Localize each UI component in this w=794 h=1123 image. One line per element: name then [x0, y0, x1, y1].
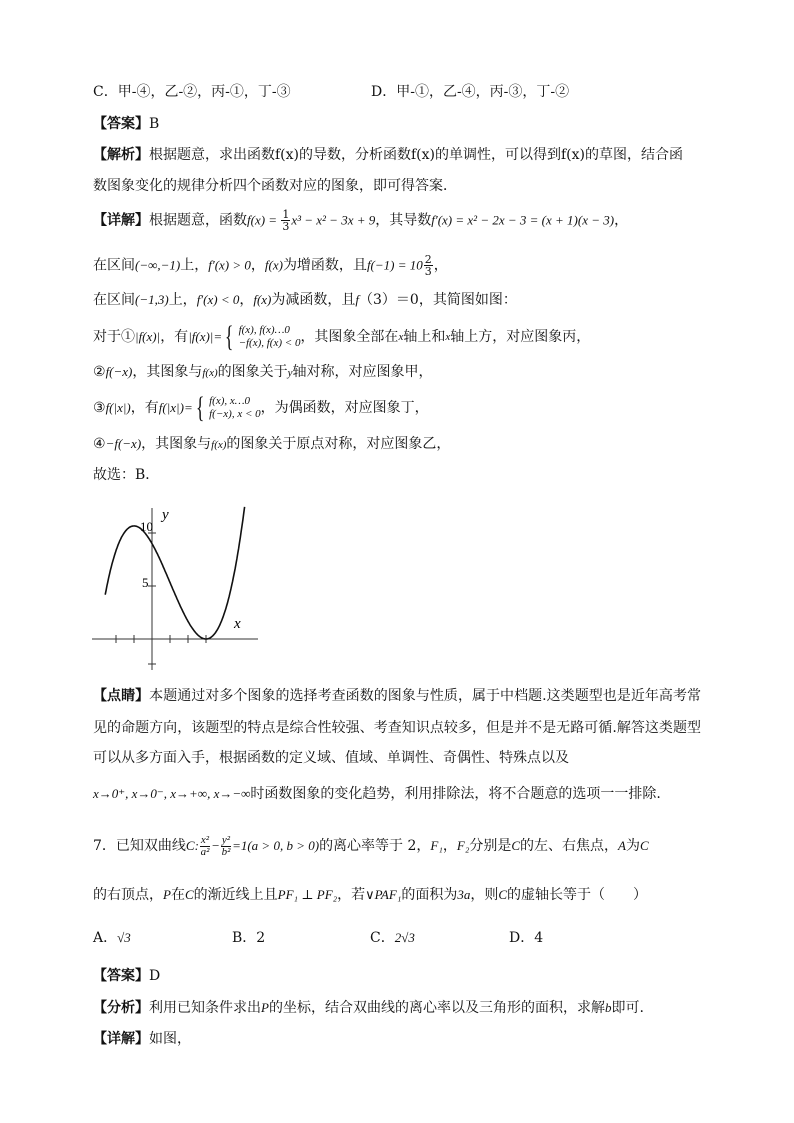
equation-condition: =1(a > 0, b > 0): [232, 838, 320, 853]
frac-num: 2: [424, 253, 432, 266]
case: f(x), f(x)…0: [238, 324, 290, 336]
point-p: P: [261, 1000, 269, 1015]
triangle: ∨PAF₁: [365, 887, 402, 902]
curve-c: C: [511, 838, 521, 853]
piecewise-1: [222, 322, 300, 352]
analysis-text: 即可.: [611, 1000, 644, 1016]
comment-text: 本题通过对多个图象的选择考查函数的图象与性质，属于中档题.这类题型也是近年高考常: [149, 688, 702, 704]
option-value: √3: [117, 930, 131, 945]
frac-den: a²: [200, 845, 210, 858]
question-text: 在: [170, 887, 185, 903]
analysis-tag: 【分析】: [93, 1000, 149, 1016]
function-def: f(x) =: [247, 212, 281, 228]
detail-text: 轴上方，对应图象丙，: [450, 329, 591, 345]
analysis-text: 利用已知条件求出: [149, 1000, 261, 1016]
case: f(x), x…0: [209, 395, 251, 407]
cases: [239, 324, 301, 350]
detail-line-1: [93, 209, 628, 232]
option-d: D．甲-①，乙-④，丙-③，丁-②: [371, 84, 570, 100]
fx: f(x): [202, 367, 218, 379]
comment-line-2: 见的命题方向，该题型的特点是综合性较强、考查知识点较多，但是并不是无路可循.解答这类题型: [93, 720, 701, 736]
limit-notation: x→0⁺, x→0⁻, x→+∞, x→−∞: [93, 786, 251, 801]
comment-line-3: 可以从多方面入手，根据函数的定义域、值域、单调性、奇偶性、特殊点以及: [93, 750, 569, 766]
q7-line-1: [93, 828, 649, 864]
question-text: ，: [442, 838, 457, 854]
question-text: ，则: [470, 887, 499, 903]
option-label: A．: [93, 930, 118, 946]
derivative: f′(x) = x² − 2x − 3 = (x + 1)(x − 3): [431, 212, 615, 228]
answer-value: B: [149, 116, 160, 132]
area: 3a: [457, 887, 471, 902]
frac-num: 1: [282, 208, 290, 221]
choice-line: 故选：B．: [93, 467, 160, 483]
curve-c: C: [639, 838, 649, 853]
case: −f(x), f(x) < 0: [238, 337, 301, 349]
perpendicular: PF₁ ⊥ PF₂: [277, 887, 338, 902]
question-text: 的左、右焦点，: [520, 838, 619, 854]
fx: f(x): [211, 439, 227, 451]
fraction-two-thirds: [424, 254, 433, 277]
detail-text: ，为偶函数，对应图象丁，: [260, 400, 429, 416]
abs-f-lhs: |f(x)|=: [188, 329, 223, 344]
answer-tag: 【答案】: [93, 968, 149, 984]
detail-text: 轴对称，对应图象甲，: [292, 364, 433, 380]
q7-answer-line: [93, 966, 160, 986]
question-text: 为: [625, 838, 640, 854]
neg-f-neg-x: −f(−x): [105, 436, 142, 451]
question-text: 的渐近线上且: [193, 887, 278, 903]
curve-c: C: [498, 887, 508, 902]
q7-analysis-line: [93, 998, 644, 1018]
answer-tag: 【答案】: [93, 116, 149, 132]
detail-tag: 【详解】: [93, 1031, 149, 1047]
option-value: 2√3: [394, 930, 415, 945]
case: f(−x), x < 0: [209, 408, 261, 420]
condition: f′(x) > 0: [208, 257, 251, 273]
left-brace: {: [195, 391, 205, 424]
option-label: C．: [370, 930, 395, 946]
q7-detail-line: [93, 1029, 191, 1049]
comment-text: 时函数图象的变化趋势，利用排除法，将不合题意的选项一一排除.: [250, 786, 661, 802]
function-sketch: [88, 500, 268, 675]
f-symbol: f: [355, 292, 360, 307]
tick-label-10: 10: [140, 519, 153, 534]
detail-text: 为增函数，且: [282, 257, 367, 274]
question-text: 的面积为: [401, 887, 458, 903]
answer-line: [93, 114, 159, 134]
value: f(−1) = 10: [366, 257, 423, 273]
comment-line-1: [93, 686, 701, 706]
option-c: C．甲-④，乙-②，丙-①，丁-③: [93, 84, 291, 100]
point-p: P: [163, 887, 171, 902]
answer-value: D: [149, 968, 161, 984]
detail-text: ，其图象全部在: [300, 329, 399, 345]
question-text: 的离心率等于 2，: [319, 838, 431, 854]
curve-fx: [105, 507, 244, 639]
detail-text: 为减函数，且: [271, 292, 356, 308]
detail-text: （3）＝0，其简图如图：: [359, 292, 517, 308]
focus-f1: F₁: [430, 838, 443, 853]
cases: [209, 395, 261, 421]
frac-den: b²: [221, 845, 231, 858]
detail-line-3: [93, 290, 517, 310]
fraction-one-third: [281, 209, 290, 232]
fx: f(x): [264, 257, 283, 273]
question-text: 的虚轴长等于（ ）: [507, 887, 648, 903]
q7-option-d: D．4: [509, 930, 544, 946]
frac-num: x²: [200, 833, 210, 846]
detail-text: ，其图象与: [132, 364, 203, 380]
detail-text: ，其导数: [375, 212, 432, 229]
abs-f: |f(x)|: [135, 329, 161, 344]
question-text: 的右顶点，: [93, 887, 163, 903]
detail-text: 上，: [180, 257, 209, 274]
x-var: x: [445, 331, 451, 343]
curve-name: C:: [185, 838, 199, 853]
detail-text: ，: [239, 292, 254, 308]
interval: (−1,3): [135, 292, 169, 307]
detail-text: 上，: [168, 292, 197, 308]
detail-text: 在区间: [93, 257, 135, 274]
piecewise-2: [193, 393, 261, 423]
q7-line-2: [93, 885, 647, 905]
f-abs-x-lhs: f(|x|)=: [158, 400, 193, 415]
detail-text: ②: [93, 364, 106, 380]
detail-line-4: [93, 320, 590, 354]
detail-text: 在区间: [93, 292, 135, 308]
tick-label-5: 5: [142, 575, 149, 590]
condition: f′(x) < 0: [196, 292, 240, 307]
detail-text: ③: [93, 400, 106, 416]
frac-den: 3: [424, 265, 432, 278]
detail-text: 的图象关于原点对称，对应图象乙，: [226, 436, 451, 452]
f-abs-x: f(|x|): [105, 400, 131, 415]
analysis-line-2: 数图象变化的规律分析四个函数对应的图象，即可得答案．: [93, 178, 457, 194]
detail-text: ，有: [130, 400, 159, 416]
q7-option-c: [370, 928, 415, 948]
detail-text: 轴上和: [403, 329, 446, 345]
comment-line-4: [93, 784, 661, 804]
curve-c: C: [184, 887, 194, 902]
minus-sign: −: [211, 838, 220, 853]
interval: (−∞,−1): [135, 257, 181, 273]
q7-option-b: B．2: [232, 930, 266, 946]
analysis-text-1: 根据题意，求出函数f(x)的导数，分析函数f(x)的单调性，可以得到f(x)的草图，结合函: [149, 147, 684, 163]
detail-text: ，其图象与: [141, 436, 212, 452]
y-axis-label: y: [162, 507, 169, 523]
detail-line-2: [93, 254, 448, 277]
y-var: y: [287, 367, 293, 379]
function-rest: x³ − x² − 3x + 9: [291, 212, 376, 228]
left-brace: {: [225, 320, 234, 353]
frac-den: 3: [282, 220, 290, 233]
detail-text: ，: [250, 257, 265, 274]
detail-text: ④: [93, 436, 106, 452]
analysis-tag: 【解析】: [93, 147, 149, 163]
fraction-x2-a2: [200, 835, 210, 858]
detail-text: 的图象关于: [217, 364, 288, 380]
q7-option-a: [93, 928, 131, 948]
comment-tag: 【点睛】: [93, 688, 150, 704]
analysis-line-1: [93, 145, 683, 165]
detail-text: 如图，: [149, 1031, 191, 1047]
detail-line-6: [93, 391, 429, 425]
frac-num: y²: [221, 833, 231, 846]
x-var: x: [398, 331, 404, 343]
detail-text: ，有: [160, 329, 189, 345]
fraction-y2-b2: [221, 835, 231, 858]
f-neg-x: f(−x): [105, 364, 133, 379]
detail-text: ，: [614, 212, 629, 229]
point-a: A: [618, 838, 626, 853]
detail-tag: 【详解】: [93, 212, 149, 229]
fx: f(x): [253, 292, 272, 307]
var-b: b: [604, 1000, 612, 1015]
focus-f2: F₂: [456, 838, 470, 853]
detail-line-7: [93, 434, 450, 455]
analysis-text: 的坐标，结合双曲线的离心率以及三角形的面积，求解: [268, 1000, 605, 1016]
detail-text: 对于①: [93, 329, 135, 345]
question-number: 7．已知双曲线: [93, 838, 186, 854]
detail-line-5: [93, 362, 433, 383]
detail-text: 根据题意，函数: [149, 212, 247, 229]
question-text: 分别是: [469, 838, 512, 854]
question-text: ，若: [337, 887, 366, 903]
detail-text: ，: [433, 257, 448, 274]
x-axis-label: x: [234, 616, 241, 632]
